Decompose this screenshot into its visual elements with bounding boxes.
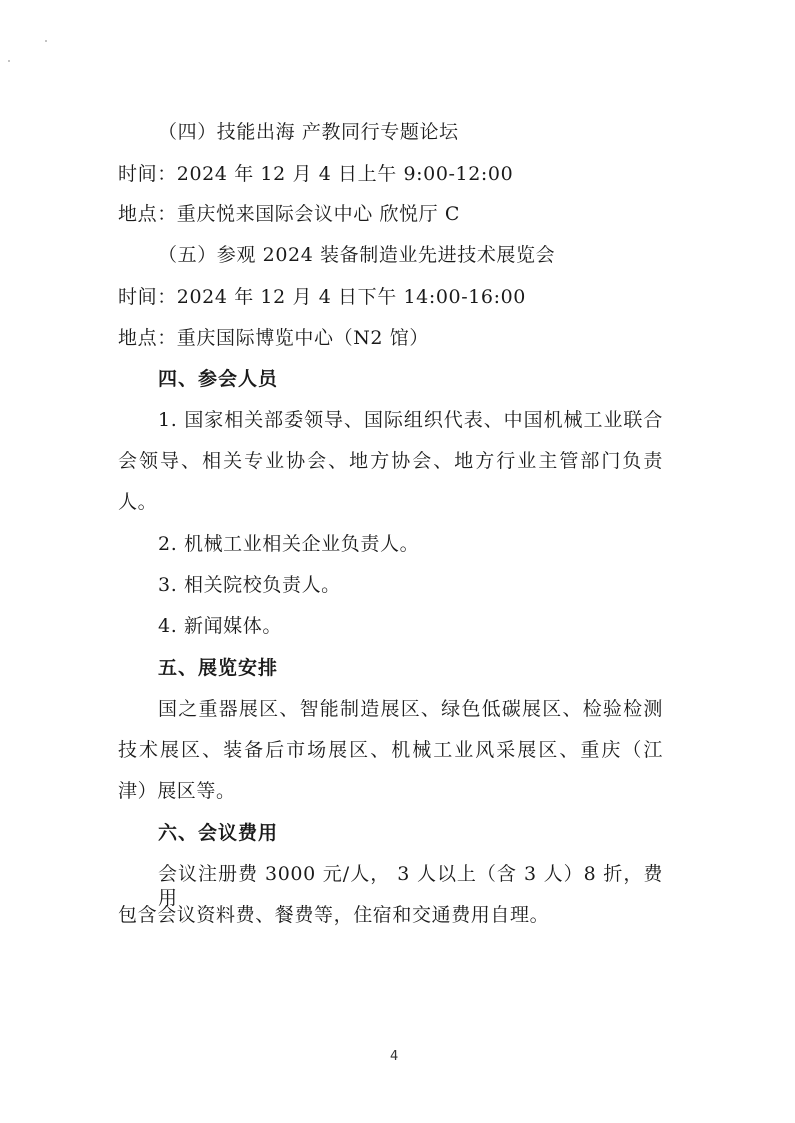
participant-item-1-line-2: 会领导、相关专业协会、地方协会、地方行业主管部门负责 [118, 450, 663, 472]
scan-speck [8, 60, 10, 62]
forum4-title: （四）技能出海 产教同行专题论坛 [158, 121, 459, 143]
fees-line-1: 会议注册费 3000 元/人， 3 人以上（含 3 人）8 折，费用 [158, 863, 663, 909]
exhibition-line-2: 技术展区、装备后市场展区、机械工业风采展区、重庆（江 [118, 739, 663, 761]
participant-item-3: 3. 相关院校负责人。 [158, 574, 341, 596]
forum4-place: 地点：重庆悦来国际会议中心 欣悦厅 C [118, 203, 461, 225]
participant-item-2: 2. 机械工业相关企业负责人。 [158, 533, 420, 555]
participant-item-4: 4. 新闻媒体。 [158, 615, 282, 637]
forum4-time: 时间：2024 年 12 月 4 日上午 9:00-12:00 [118, 163, 514, 185]
visit5-place: 地点：重庆国际博览中心（N2 馆） [118, 327, 429, 349]
visit5-title: （五）参观 2024 装备制造业先进技术展览会 [158, 244, 556, 266]
fees-heading: 六、会议费用 [158, 822, 279, 844]
exhibition-heading: 五、展览安排 [158, 657, 279, 679]
participant-item-1-line-3: 人。 [118, 491, 158, 513]
participants-heading: 四、参会人员 [158, 368, 279, 390]
fees-line-2: 包含会议资料费、餐费等，住宿和交通费用自理。 [118, 904, 550, 926]
exhibition-line-1: 国之重器展区、智能制造展区、绿色低碳展区、检验检测 [158, 698, 663, 720]
page-number: 4 [390, 1049, 399, 1064]
exhibition-line-3: 津）展区等。 [118, 780, 236, 802]
participant-item-1-line-1: 1. 国家相关部委领导、国际组织代表、中国机械工业联合 [158, 409, 663, 431]
scan-speck [45, 40, 47, 42]
visit5-time: 时间：2024 年 12 月 4 日下午 14:00-16:00 [118, 286, 526, 308]
